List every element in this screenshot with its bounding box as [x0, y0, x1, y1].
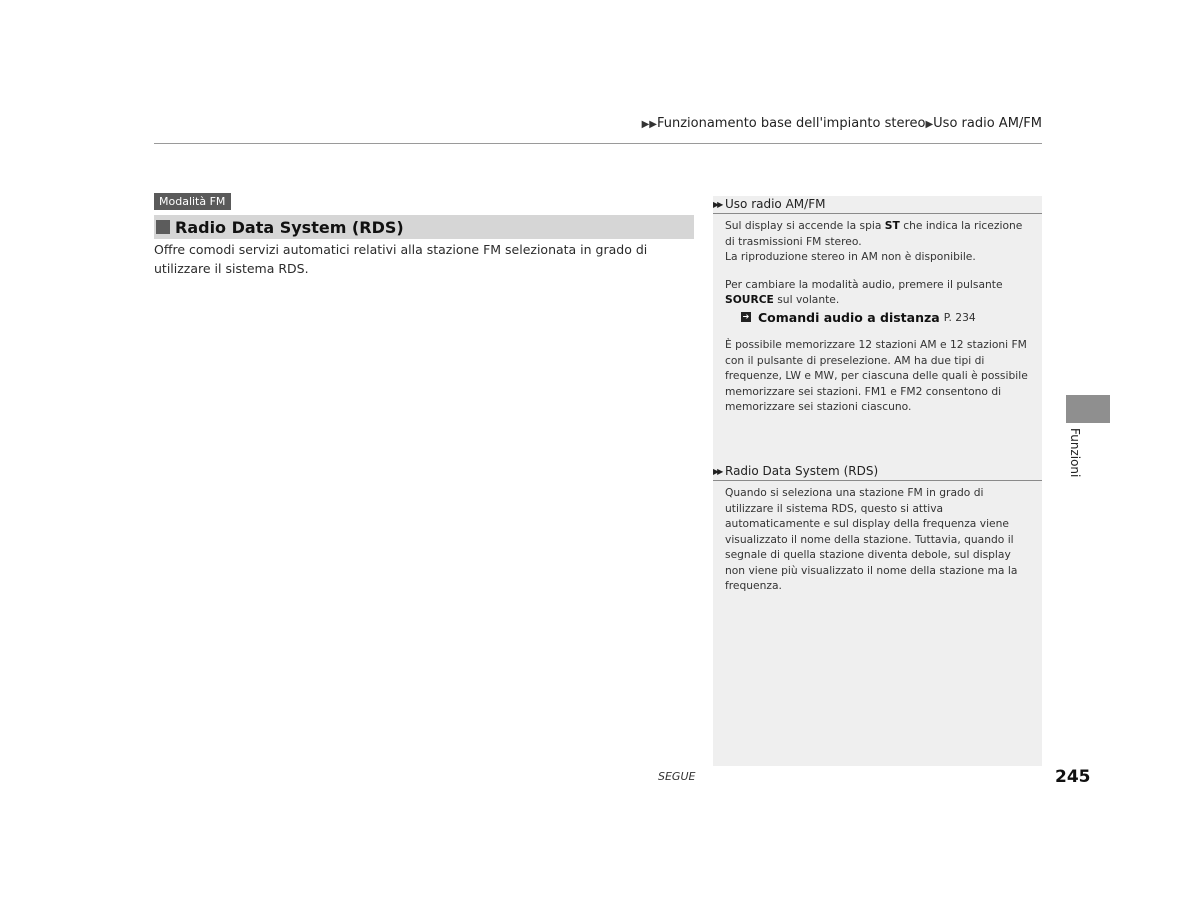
note-heading-rds [713, 464, 1042, 478]
note-paragraph: È possibile memorizzare 12 stazioni AM e 12 stazioni FM con il pulsante di preselezione. AM ha due tipi di frequenze, LW e MW, per ciascuna delle quali è possibile memorizzare sei stazioni. FM1 e FM2 consentono di memorizzare sei stazioni ciascuno. [725, 338, 1028, 413]
page-number: 245 [1055, 767, 1091, 787]
reference-arrow-icon: ➔ [742, 312, 750, 322]
note-paragraph: Per cambiare la modalità audio, premere il pulsante SOURCE sul volante. [725, 277, 1003, 306]
breadcrumb-item-stereo[interactable]: Funzionamento base dell'impianto stereo [656, 116, 926, 131]
note-title-radio: Uso radio AM/FM [725, 197, 826, 211]
section-body: Offre comodi servizi automatici relativi alla stazione FM selezionata in grado di utilizzare il sistema RDS. [154, 242, 648, 276]
chapter-label: Funzioni [1068, 428, 1082, 478]
breadcrumb-item-radio[interactable]: Uso radio AM/FM [933, 116, 1042, 131]
note-paragraph: Sul display si accende la spia ST che indica la ricezione di trasmissioni FM stereo. [725, 219, 1023, 248]
cross-reference-page: P. 234 [943, 310, 976, 324]
note-divider [713, 480, 1042, 481]
cross-reference-link[interactable] [741, 310, 1031, 326]
note-body-rds [725, 485, 1031, 594]
mode-tag: Modalità FM [154, 193, 231, 210]
note-paragraph: Quando si seleziona una stazione FM in grado di utilizzare il sistema RDS, questo si attiva automaticamente e sul display della frequenza viene visualizzato il nome della stazione. Tuttavia, quando il segnale di quella stazione diventa debole, sul display non viene più visualizzato il nome della stazione ma la frequenza. [725, 486, 1018, 592]
note-heading-radio [713, 197, 1042, 211]
chapter-tab[interactable] [1066, 395, 1110, 423]
note-marker-icon: ▶▶ [713, 466, 722, 476]
double-triangle-right-icon: ▶▶ [641, 119, 657, 130]
note-divider [713, 213, 1042, 214]
square-bullet-icon [156, 220, 170, 234]
breadcrumb [642, 116, 1042, 131]
note-body-radio [725, 218, 1031, 415]
note-title-rds: Radio Data System (RDS) [725, 464, 879, 478]
triangle-right-icon: ▶ [925, 119, 934, 130]
cross-reference-label: Comandi audio a distanza [758, 309, 940, 325]
section-heading [154, 215, 694, 239]
note-marker-icon: ▶▶ [713, 199, 722, 209]
continues-label: SEGUE [658, 770, 696, 783]
header-divider [154, 143, 1042, 144]
section-title: Radio Data System (RDS) [175, 217, 404, 237]
note-paragraph: La riproduzione stereo in AM non è disponibile. [725, 250, 976, 263]
